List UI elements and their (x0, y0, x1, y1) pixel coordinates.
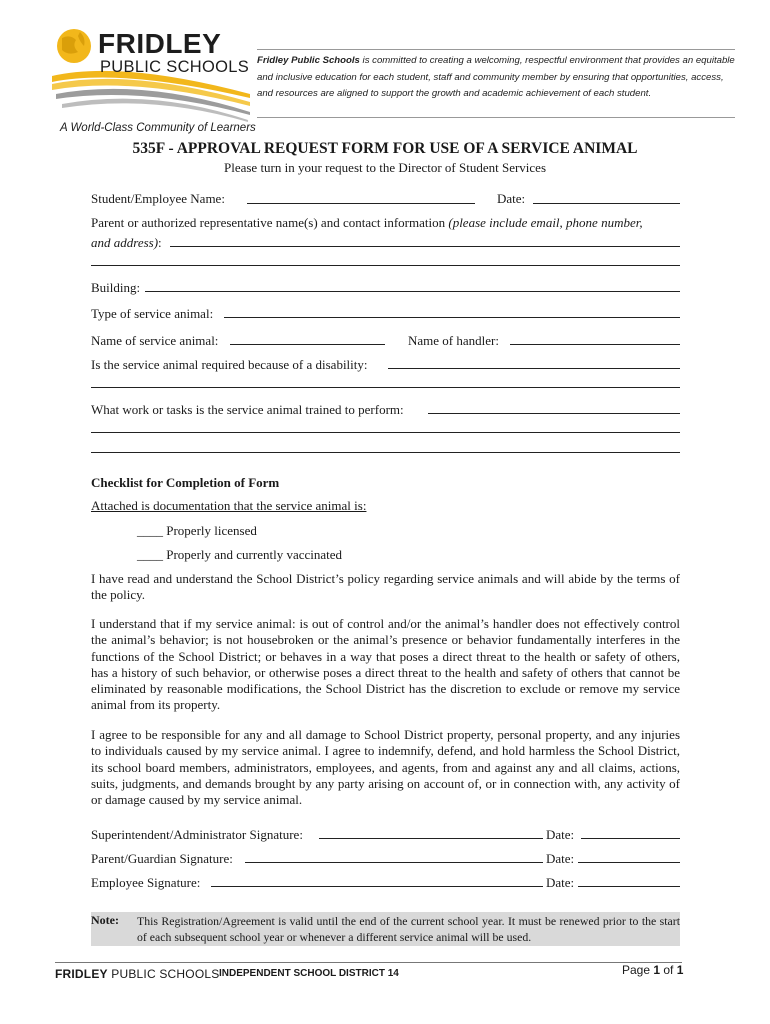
name-of-handler-label: Name of handler: (408, 333, 499, 348)
parent-rep-text: Parent or authorized representative name(s) and contact information (91, 215, 446, 230)
work-tasks-field-2[interactable] (91, 432, 680, 433)
superintendent-signature-field[interactable] (319, 838, 543, 839)
parent-rep-label (91, 214, 643, 231)
employee-signature-label: Employee Signature: (91, 875, 201, 890)
name-of-animal-field[interactable] (230, 344, 385, 345)
work-tasks-field-3[interactable] (91, 452, 680, 453)
date-field[interactable] (533, 203, 680, 204)
parent-rep-colon: : (158, 235, 162, 250)
name-of-animal-label: Name of service animal: (91, 333, 219, 348)
name-of-handler-field[interactable] (510, 344, 680, 345)
form-title: 535F - APPROVAL REQUEST FORM FOR USE OF A SERVICE ANIMAL (132, 140, 638, 157)
page-prefix: Page (622, 963, 654, 977)
superintendent-date-label: Date: (546, 827, 575, 842)
policy-paragraph-1: I have read and understand the School District’s policy regarding service animals and will abide by the terms of the policy. (91, 571, 680, 603)
mission-rule-top (257, 49, 735, 50)
student-employee-name-label: Student/Employee Name: (91, 191, 225, 206)
footer-district: INDEPENDENT SCHOOL DISTRICT 14 (219, 968, 399, 979)
parent-rep-field[interactable] (170, 246, 680, 247)
parent-rep-italic: (please include email, phone number, (448, 215, 643, 230)
logo-wordmark-public-schools: PUBLIC SCHOOLS (100, 58, 250, 76)
checklist-item-vaccinated[interactable]: ____ Properly and currently vaccinated (137, 547, 343, 562)
date-label: Date: (497, 191, 526, 206)
note-label: Note: (91, 913, 119, 927)
parent-rep-label-2 (91, 234, 162, 251)
superintendent-signature-label: Superintendent/Administrator Signature: (91, 827, 303, 842)
disability-question-label: Is the service animal required because of a disability: (91, 357, 368, 372)
footer-logo (55, 967, 219, 981)
student-employee-name-field[interactable] (247, 203, 475, 204)
page-of: of (660, 963, 677, 977)
tagline: A World-Class Community of Learners (60, 122, 256, 134)
footer-logo-bold: FRIDLEY (55, 967, 108, 981)
disability-field[interactable] (388, 368, 680, 369)
note-text: This Registration/Agreement is valid until the end of the current school year. It must be renewed prior to the start of each subsequent school year or whenever a different service animal will be used. (137, 914, 680, 944)
policy-paragraph-2: I understand that if my service animal: is out of control and/or the animal’s handler does not effectively control the animal’s behavior; is not housebroken or the animal’s presence or behavior fundamentally interferes in the functions of the School District; or behaves in a way that poses a direct threat to the health or safety of others, has a history of such behavior, or otherwise poses a direct threat to the health and safety of others that cannot be eliminated by reasonable modifications, the School District has the discretion to exclude or remove my service animal from its property. (91, 616, 680, 713)
checklist-attached: Attached is documentation that the service animal is: (91, 498, 367, 513)
employee-date-field[interactable] (578, 886, 680, 887)
work-tasks-field[interactable] (428, 413, 680, 414)
employee-date-label: Date: (546, 875, 575, 890)
form-subtitle: Please turn in your request to the Director of Student Services (223, 160, 547, 175)
checklist-item-licensed[interactable]: ____ Properly licensed (137, 523, 257, 538)
mission-rule-bottom (257, 117, 735, 118)
checklist-heading: Checklist for Completion of Form (91, 475, 280, 490)
mission-text: is committed to creating a welcoming, respectful environment that provides an equitable and inclusive education for each student, staff and community member by ensuring that opportunities, access, and resources are aligned to support the growth and academic achievement of each student. (257, 55, 735, 99)
logo-wordmark-fridley: FRIDLEY (98, 28, 222, 59)
page-num: 1 (653, 963, 661, 977)
building-label: Building: (91, 280, 141, 295)
policy-paragraph-3: I agree to be responsible for any and all damage to School District property, personal property, and any injuries to individuals caused by my service animal. I agree to indemnify, defend, and hold harmless the School District, its school board members, administrators, employees, and agents, from and against any and all claims, actions, suits, judgments, and demands brought by any party arising on account of, or in connection with, any activity of or damage caused by my service animal. (91, 727, 680, 808)
type-of-animal-field[interactable] (224, 317, 680, 318)
parent-date-field[interactable] (578, 862, 680, 863)
footer-rule (55, 962, 682, 963)
footer-page-number (622, 963, 683, 977)
page-total: 1 (676, 963, 684, 977)
mission-bold: Fridley Public Schools (257, 55, 360, 66)
parent-rep-field-2[interactable] (91, 265, 680, 266)
mission-statement (257, 53, 737, 103)
parent-signature-field[interactable] (245, 862, 543, 863)
parent-rep-italic-2: and address) (91, 235, 159, 250)
superintendent-date-field[interactable] (581, 838, 680, 839)
work-tasks-label: What work or tasks is the service animal trained to perform: (91, 402, 404, 417)
parent-signature-label: Parent/Guardian Signature: (91, 851, 233, 866)
type-of-animal-label: Type of service animal: (91, 306, 214, 321)
disability-field-2[interactable] (91, 387, 680, 388)
footer-logo-rest: PUBLIC SCHOOLS (107, 967, 220, 981)
parent-date-label: Date: (546, 851, 575, 866)
employee-signature-field[interactable] (211, 886, 543, 887)
building-field[interactable] (145, 291, 680, 292)
